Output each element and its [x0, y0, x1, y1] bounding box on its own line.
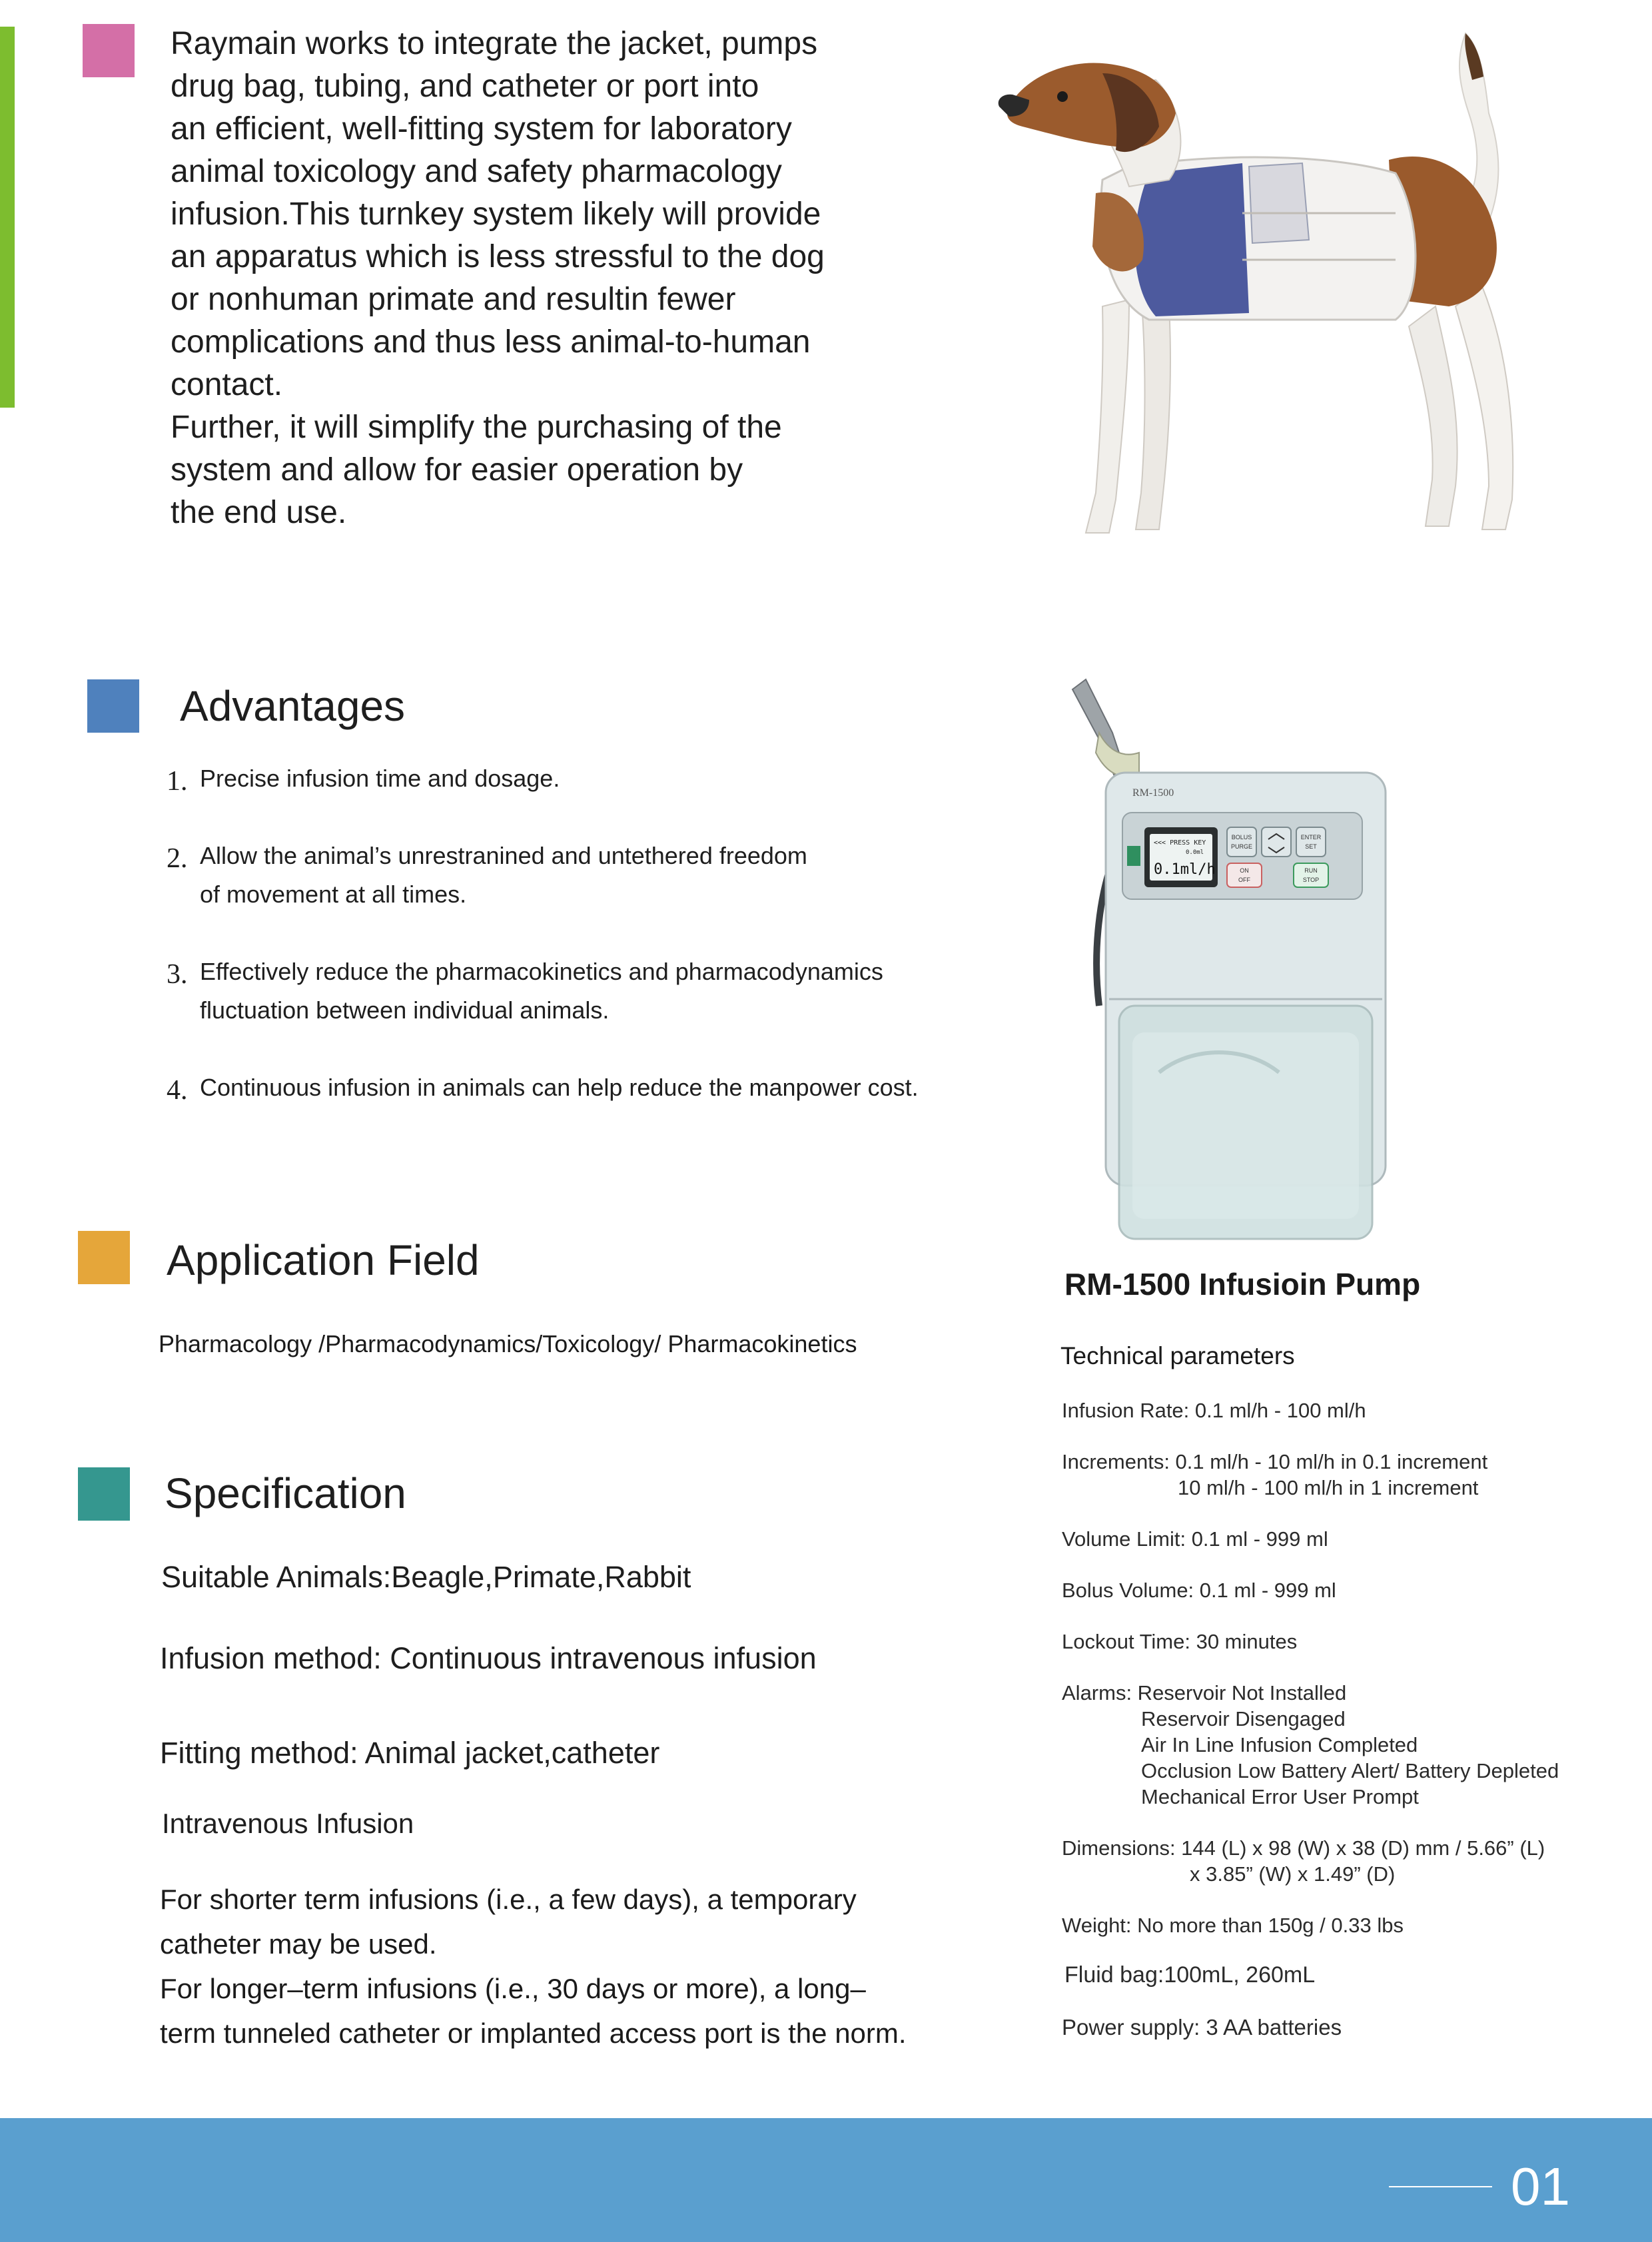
on-label: ON: [1240, 867, 1249, 874]
advantage-item: [167, 837, 999, 914]
dog-in-jacket-illustration: [929, 20, 1555, 546]
specification-title: Specification: [165, 1469, 406, 1517]
accent-bar: [0, 27, 15, 408]
infusion-pump-illustration: [1059, 673, 1419, 1259]
param-alarm-line: Occlusion Low Battery Alert/ Battery Depleted: [1141, 1759, 1559, 1782]
param-alarms: Alarms: Reservoir Not Installed: [1062, 1681, 1347, 1704]
param-alarm-line: Reservoir Disengaged: [1141, 1707, 1346, 1730]
set-label: SET: [1305, 843, 1317, 850]
intro-line: animal toxicology and safety pharmacology: [171, 154, 782, 189]
intro-line: the end use.: [171, 495, 347, 530]
technical-parameters-title: Technical parameters: [1060, 1342, 1295, 1369]
param-dimensions: Dimensions: 144 (L) x 98 (W) x 38 (D) mm / 5.66” (L): [1062, 1836, 1545, 1860]
intro-line: system and allow for easier operation by: [171, 452, 743, 488]
spec-iv-paragraph: [160, 1877, 926, 2055]
advantage-text: Precise infusion time and dosage.: [200, 765, 560, 792]
advantage-text: Allow the animal’s unrestranined and untethered freedom: [200, 842, 807, 869]
advantage-item: [167, 952, 999, 1030]
intro-line: or nonhuman primate and resultin fewer: [171, 282, 736, 317]
off-label: OFF: [1238, 877, 1250, 883]
pump-model-label: RM-1500: [1132, 787, 1174, 799]
bolus-label: BOLUS: [1231, 834, 1252, 841]
advantage-number: 2.: [167, 843, 188, 874]
spec-fitting-method: Fitting method: Animal jacket,catheter: [160, 1736, 660, 1770]
spec-animals: Suitable Animals:Beagle,Primate,Rabbit: [161, 1560, 691, 1594]
enter-label: ENTER: [1300, 834, 1322, 841]
intro-line: Raymain works to integrate the jacket, pumps: [171, 26, 818, 61]
section-marker-application: [78, 1231, 130, 1284]
param-infusion-rate: Infusion Rate: 0.1 ml/h - 100 ml/h: [1062, 1399, 1366, 1422]
section-marker-specification: [78, 1467, 130, 1521]
section-marker-intro: [83, 24, 135, 77]
advantage-number: 3.: [167, 959, 188, 990]
section-marker-advantages: [87, 679, 139, 733]
advantage-item: [167, 1068, 999, 1107]
param-alarm-line: Air In Line Infusion Completed: [1141, 1733, 1418, 1756]
bolus-purge-button[interactable]: [1227, 827, 1256, 857]
advantage-number: 1.: [167, 766, 188, 797]
param-increments: Increments: 0.1 ml/h - 10 ml/h in 0.1 increment: [1062, 1450, 1488, 1473]
page-number: 01: [1511, 2157, 1570, 2216]
advantage-item: [167, 759, 999, 798]
spec-para-line: For shorter term infusions (i.e., a few days), a temporary: [160, 1884, 857, 1915]
run-label: RUN: [1304, 867, 1318, 874]
pump-screen-prompt: <<< PRESS KEY: [1154, 839, 1206, 847]
application-title: Application Field: [167, 1236, 480, 1284]
intro-line: an efficient, well-fitting system for laboratory: [171, 111, 792, 147]
pump-screen-rate: 0.1ml/h: [1154, 861, 1216, 878]
param-volume-limit: Volume Limit: 0.1 ml - 999 ml: [1062, 1527, 1328, 1551]
advantages-title: Advantages: [180, 682, 406, 730]
param-power-supply: Power supply: 3 AA batteries: [1062, 2015, 1342, 2040]
advantage-number: 4.: [167, 1075, 188, 1106]
footer-band: [0, 2118, 1652, 2242]
spec-para-line: catheter may be used.: [160, 1928, 437, 1960]
advantage-text: fluctuation between individual animals.: [200, 996, 610, 1024]
pump-caption: RM-1500 Infusioin Pump: [1064, 1267, 1421, 1302]
intro-line: Further, it will simplify the purchasing of the: [171, 410, 782, 445]
param-bolus-volume: Bolus Volume: 0.1 ml - 999 ml: [1062, 1579, 1336, 1602]
intro-line: infusion.This turnkey system likely will provide: [171, 196, 821, 232]
intro-line: complications and thus less animal-to-human: [171, 324, 811, 360]
advantage-text: Continuous infusion in animals can help reduce the manpower cost.: [200, 1074, 919, 1101]
param-alarm-line: Mechanical Error User Prompt: [1141, 1785, 1419, 1808]
advantage-text: of movement at all times.: [200, 881, 467, 908]
param-increments-2: 10 ml/h - 100 ml/h in 1 increment: [1178, 1476, 1479, 1499]
param-dimensions-2: x 3.85” (W) x 1.49” (D): [1190, 1862, 1396, 1886]
purge-label: PURGE: [1230, 843, 1253, 850]
param-weight: Weight: No more than 150g / 0.33 lbs: [1062, 1914, 1404, 1937]
pump-screen-volume: 0.0ml: [1186, 849, 1204, 856]
spec-infusion-method: Infusion method: Continuous intravenous infusion: [160, 1641, 817, 1675]
intro-paragraph: [171, 23, 870, 534]
stop-label: STOP: [1302, 877, 1320, 883]
intro-line: an apparatus which is less stressful to the dog: [171, 239, 825, 274]
param-fluid-bag: Fluid bag:100mL, 260mL: [1064, 1962, 1316, 1988]
advantages-list: [167, 759, 999, 1107]
intro-line: drug bag, tubing, and catheter or port into: [171, 69, 759, 104]
spec-para-line: term tunneled catheter or implanted access port is the norm.: [160, 2018, 907, 2049]
enter-set-button[interactable]: [1296, 827, 1326, 857]
advantage-text: Effectively reduce the pharmacokinetics and pharmacodynamics: [200, 958, 883, 985]
footer-divider: [1389, 2186, 1492, 2187]
spec-para-line: For longer–term infusions (i.e., 30 days or more), a long–: [160, 1973, 866, 2004]
spec-iv-title: Intravenous Infusion: [162, 1808, 414, 1839]
application-text: Pharmacology /Pharmacodynamics/Toxicology/ Pharmacokinetics: [159, 1330, 857, 1357]
intro-line: contact.: [171, 367, 283, 402]
param-lockout-time: Lockout Time: 30 minutes: [1062, 1630, 1298, 1653]
